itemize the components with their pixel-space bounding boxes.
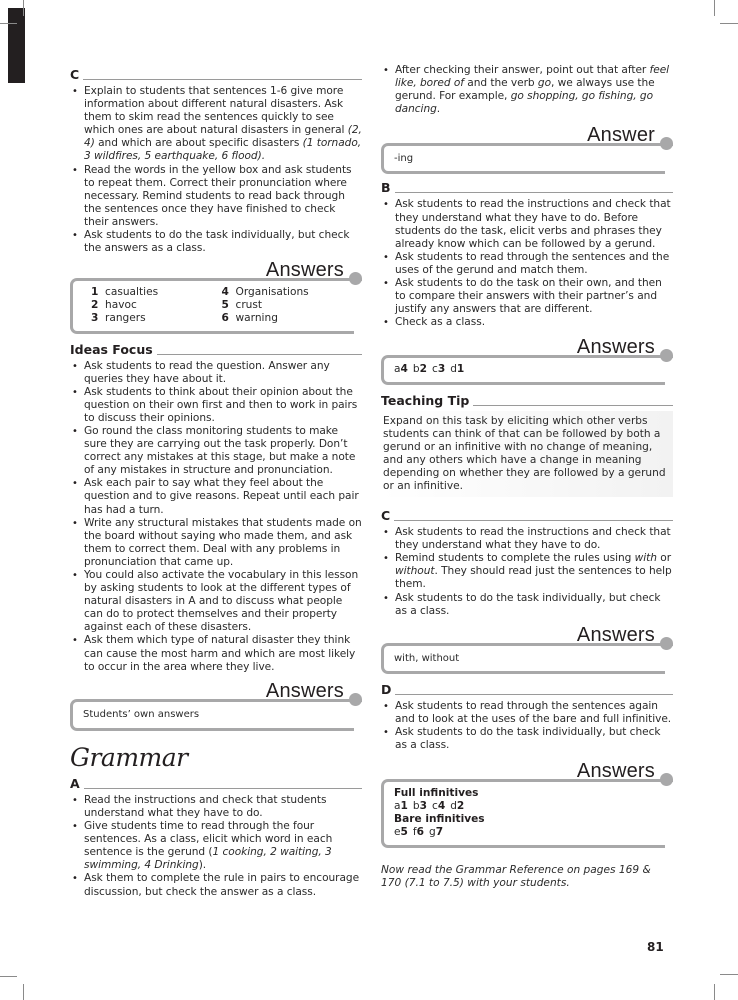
- section-a-heading: A: [70, 777, 362, 791]
- answer-pair: d1: [450, 363, 465, 376]
- bullet-item: • Ask each pair to say what they feel about the question and to give reasons. Repeat until each pair has had a turn.: [70, 477, 362, 516]
- answers-pairs: [381, 355, 665, 384]
- answers-dot-icon: [660, 773, 673, 786]
- ideas-focus-bullets: [70, 360, 362, 674]
- right-column: [381, 64, 673, 890]
- bullet-item: • Ask students to read the instructions and check that they understand what they have to do.: [381, 526, 673, 552]
- bullet-item: • Ask students to do the task individually, but check the answers as a class.: [70, 229, 362, 255]
- answer-text: -ing: [381, 143, 665, 174]
- answer-item: 1 casualties: [91, 286, 159, 299]
- crop-mark: [714, 984, 715, 1000]
- answers-dot-icon: [349, 693, 362, 706]
- bullet-item: • Ask them to complete the rule in pairs to encourage discussion, but check the answer as a class.: [70, 872, 362, 898]
- grammar-title: Grammar: [70, 742, 188, 772]
- answer-item: 5 crust: [221, 299, 263, 312]
- bare-infinitives-pairs: [394, 826, 655, 839]
- answer-pair: c4: [431, 800, 446, 813]
- answers-text: with, without: [381, 643, 665, 674]
- answers-dot-icon: [349, 272, 362, 285]
- section-b-heading: B: [381, 181, 673, 195]
- answer-item: 4 Organisations: [221, 286, 309, 299]
- bullet-item: • Remind students to complete the rules using with or without. They should read just the sentences to help them.: [381, 552, 673, 591]
- full-infinitives-pairs: [394, 800, 655, 813]
- answer-pair: f6: [412, 826, 425, 839]
- answer-pair: e5: [394, 826, 408, 839]
- answer-pair: g7: [429, 826, 444, 839]
- bare-infinitives-label: Bare infinitives: [394, 813, 485, 826]
- section-a-continued-bullets: [381, 64, 673, 116]
- bullet-item: • Ask students to read through the sentences again and to look at the uses of the bare and full infinitive.: [381, 700, 673, 726]
- bullet-item: • Explain to students that sentences 1-6 give more information about different natural disasters. Ask them to skim read the sentences quickly to see which ones are about natural disasters in general (2, 4) and which are about specific disasters (1 tornado, 3 wildfires, 5 earthquake, 6 flood).: [70, 85, 362, 164]
- section-c-right-heading: C: [381, 509, 673, 523]
- answers-dot-icon: [660, 637, 673, 650]
- crop-mark: [0, 23, 17, 24]
- answers-title: Answers: [265, 679, 344, 702]
- answers-title: Answers: [576, 760, 655, 783]
- answers-dot-icon: [660, 349, 673, 362]
- answer-pair: a1: [394, 800, 408, 813]
- chapter-tab: [8, 8, 25, 83]
- full-infinitives-label: Full infinitives: [394, 787, 479, 800]
- section-c-heading: C: [70, 68, 362, 82]
- page-number: 81: [647, 940, 664, 954]
- answers-box-c: [70, 261, 362, 333]
- answer-title: Answer: [587, 124, 655, 147]
- answers-title: Answers: [576, 336, 655, 359]
- teaching-tip-text: Expand on this task by eliciting which other verbs students can think of that can be followed by both a gerund or an infinitive with no change of meaning, and any others which have a change in meaning depending on whether they are followed by a gerund or an infinitive.: [381, 411, 673, 498]
- bullet-item: • Ask students to read the instructions and check that they understand what they have to do. Before students do the task, elicit verbs and phrases they already know which can be followed by a gerund.: [381, 198, 673, 250]
- answer-pair: d2: [450, 800, 465, 813]
- answer-pair: b3: [412, 800, 427, 813]
- answers-box-b: [381, 338, 673, 384]
- answers-dot-icon: [660, 137, 673, 150]
- section-b-bullets: [381, 198, 673, 329]
- bullet-item: • Go round the class monitoring students to make sure they are carrying out the task properly. Don’t correct any mistakes at this stage, but make a note of any mistakes in structure and pronunciation.: [70, 425, 362, 477]
- bullet-item: • After checking their answer, point out that after feel like, bored of and the verb go, we always use the gerund. For example, go shopping, go fishing, go dancing.: [381, 64, 673, 116]
- bullet-item: • Read the instructions and check that students understand what they have to do.: [70, 794, 362, 820]
- bullet-item: • Ask students to read the question. Answer any queries they have about it.: [70, 360, 362, 386]
- crop-mark: [714, 0, 715, 16]
- crop-mark: [23, 984, 24, 1000]
- answers-grid: [83, 286, 344, 325]
- answers-title: Answers: [265, 259, 344, 282]
- section-d-bullets: [381, 700, 673, 752]
- section-a-bullets: [70, 794, 362, 899]
- answers-box-c-right: [381, 623, 673, 674]
- crop-mark: [720, 974, 738, 975]
- answer-item: 6 warning: [221, 312, 278, 325]
- bullet-item: • Ask them which type of natural disaster they think can cause the most harm and which are most likely to occur in the area where they live.: [70, 634, 362, 673]
- bullet-item: • Ask students to think about their opinion about the question on their own first and then to work in pairs to discuss their opinions.: [70, 386, 362, 425]
- answers-box-d: [381, 762, 673, 847]
- answer-item: 3 rangers: [91, 312, 146, 325]
- answers-text: Students’ own answers: [70, 699, 354, 731]
- crop-mark: [720, 23, 738, 24]
- answer-pair: c3: [431, 363, 446, 376]
- answer-item: 2 havoc: [91, 299, 137, 312]
- answer-box-a: [381, 126, 673, 174]
- crop-mark: [0, 976, 17, 977]
- bullet-item: • You could also activate the vocabulary in this lesson by asking students to look at the different types of natural disasters in A and to discuss what people can do to protect themselves and their property against each of these disasters.: [70, 569, 362, 634]
- answers-title: Answers: [576, 623, 655, 646]
- bullet-item: • Check as a class.: [381, 316, 673, 329]
- grammar-reference-note: Now read the Grammar Reference on pages 169 & 170 (7.1 to 7.5) with your students.: [381, 863, 651, 889]
- bullet-item: • Ask students to do the task individually, but check as a class.: [381, 592, 673, 618]
- section-c-bullets: [70, 85, 362, 255]
- section-c-right-bullets: [381, 526, 673, 618]
- bullet-item: • Ask students to do the task individually, but check as a class.: [381, 726, 673, 752]
- left-column: [70, 62, 362, 899]
- bullet-item: • Write any structural mistakes that students made on the board without saying who made them, and ask them to correct them. Deal with any problems in pronunciation that came up.: [70, 517, 362, 569]
- teaching-tip-heading: Teaching Tip: [381, 394, 673, 408]
- answer-pair: b2: [412, 363, 427, 376]
- crop-mark: [23, 0, 24, 16]
- answer-pair: a4: [394, 363, 408, 376]
- bullet-item: • Ask students to read through the sentences and the uses of the gerund and match them.: [381, 251, 673, 277]
- bullet-item: • Give students time to read through the four sentences. As a class, elicit which word in each sentence is the gerund (1 cooking, 2 waiting, 3 swimming, 4 Drinking).: [70, 820, 362, 872]
- answers-box-ideas: [70, 679, 362, 731]
- section-d-heading: D: [381, 683, 673, 697]
- ideas-focus-heading: Ideas Focus: [70, 343, 362, 357]
- bullet-item: • Read the words in the yellow box and ask students to repeat them. Correct their pronunciation where necessary. Remind students to read back through the sentences once they have finished to check their answers.: [70, 164, 362, 229]
- bullet-item: • Ask students to do the task on their own, and then to compare their answers with their partner’s and justify any answers that are different.: [381, 277, 673, 316]
